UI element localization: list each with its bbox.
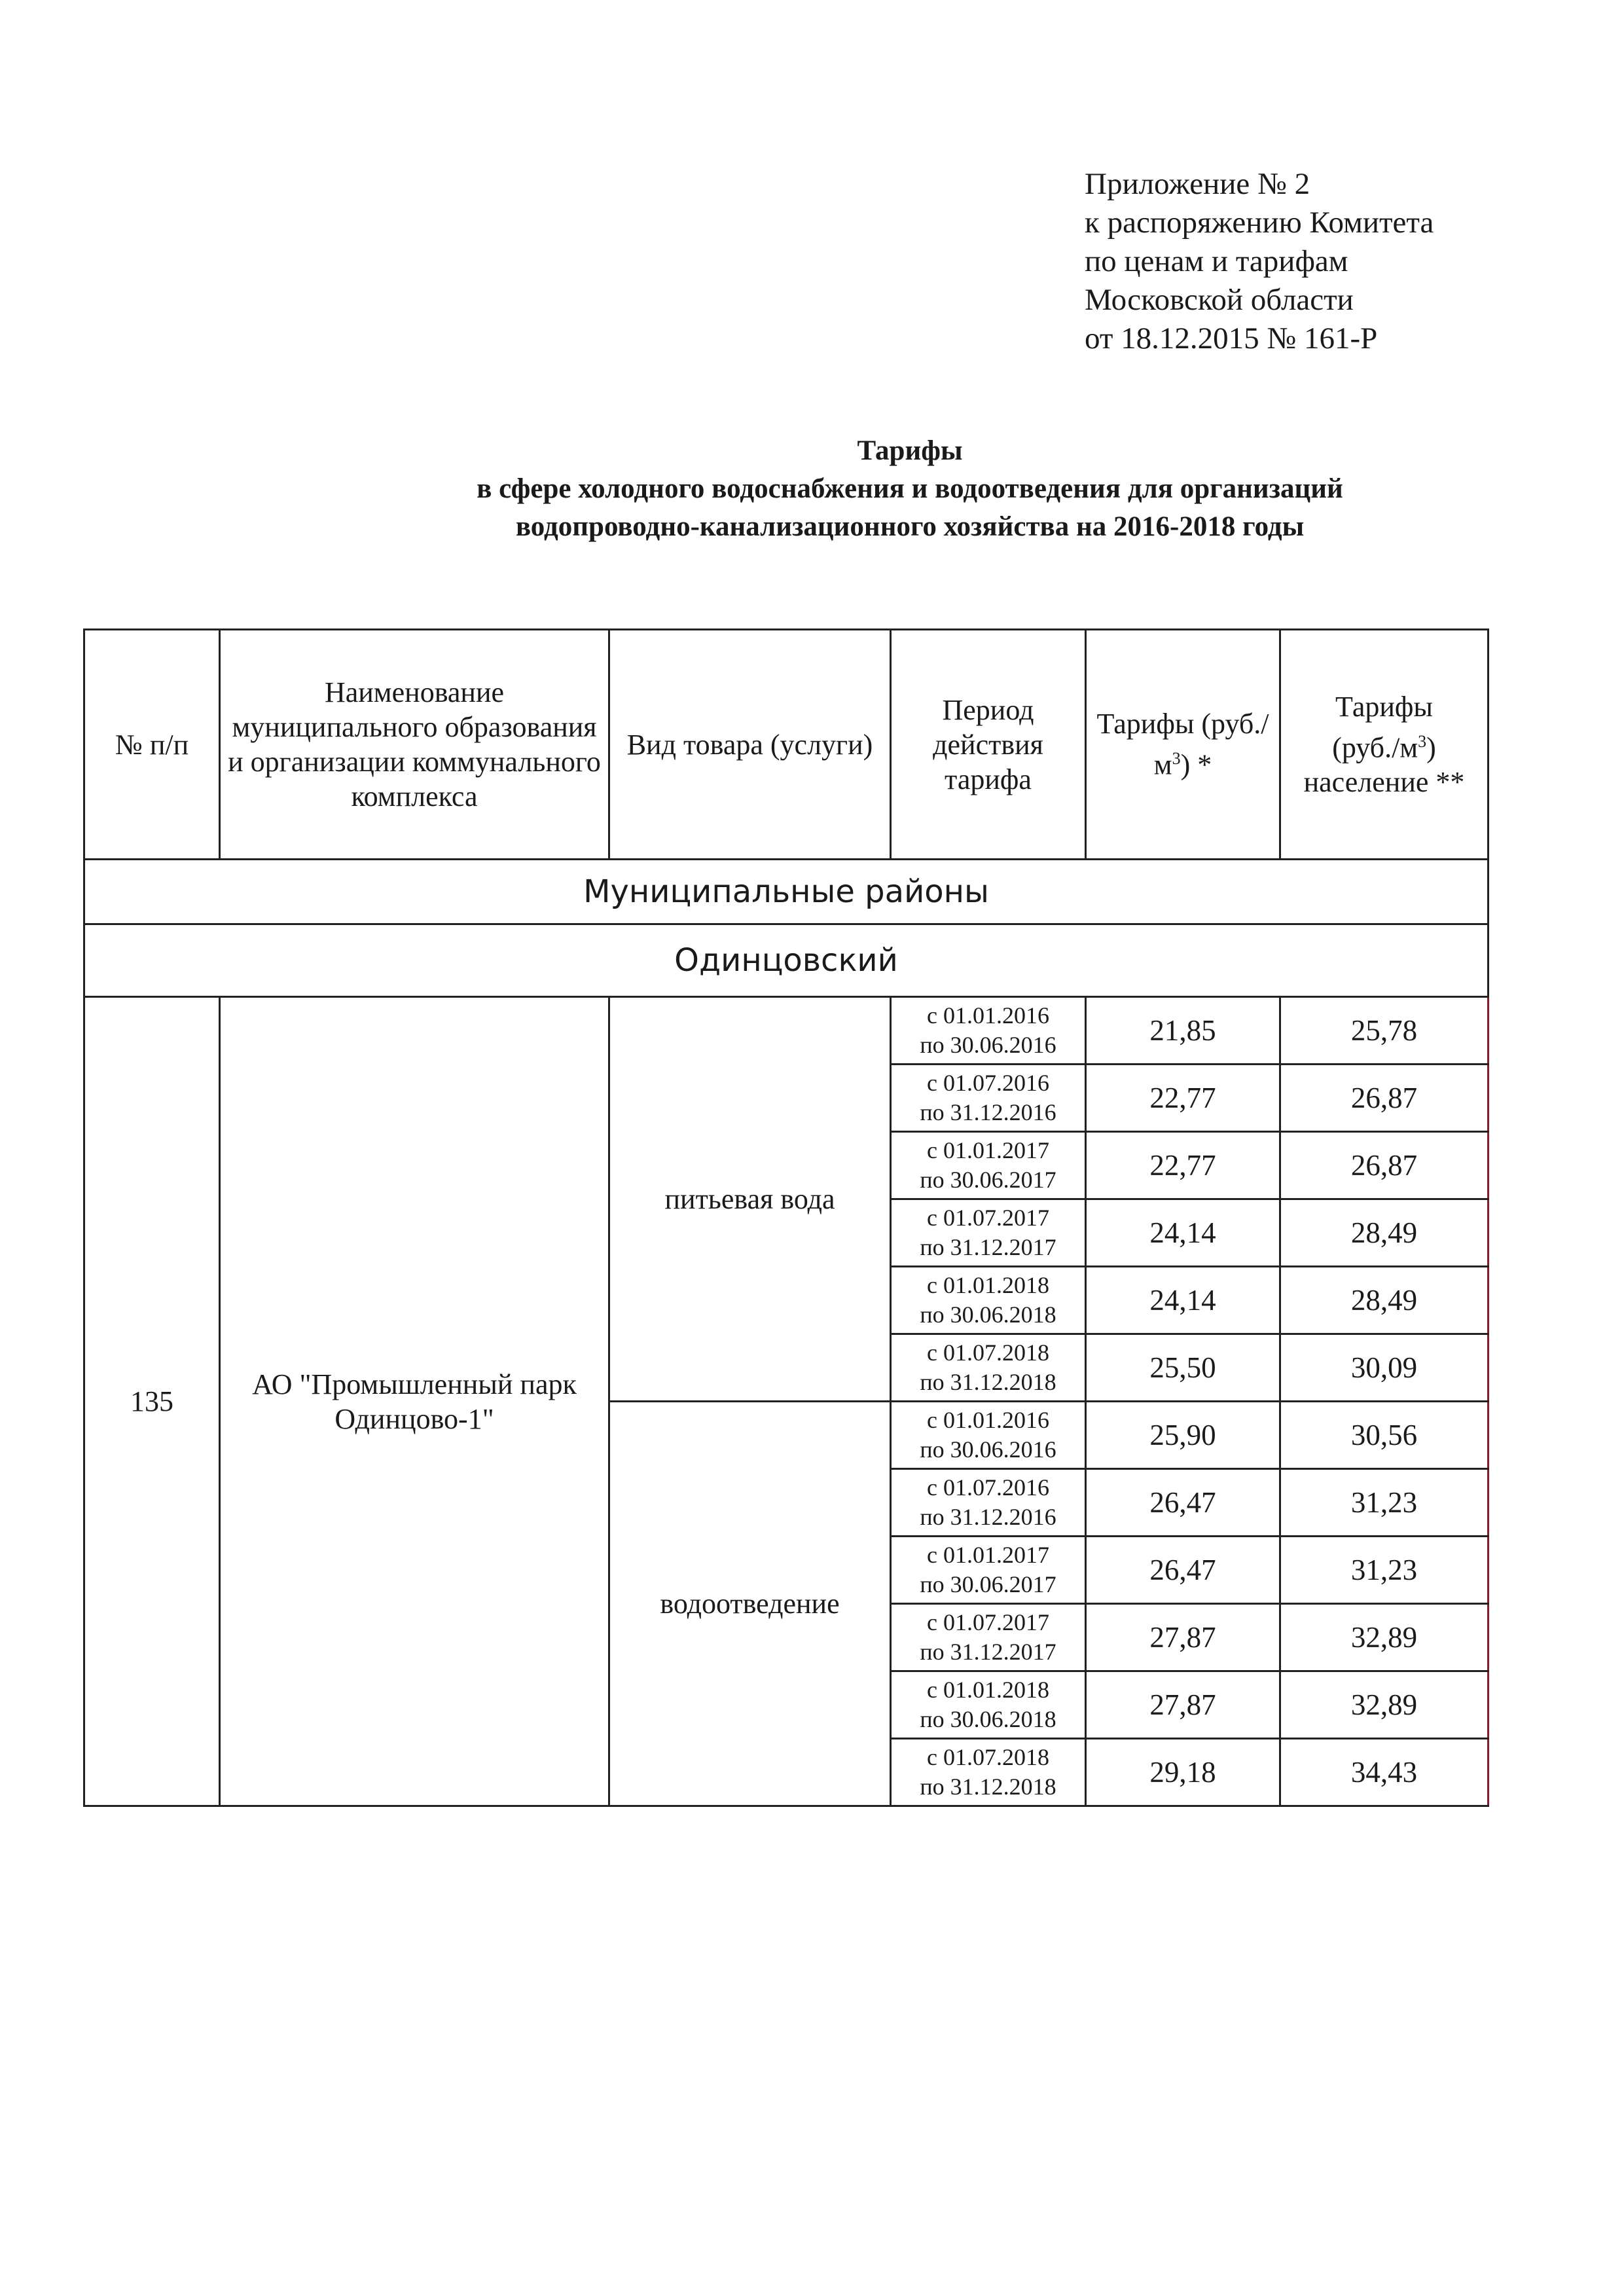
period-from: с 01.07.2017	[927, 1205, 1049, 1231]
header-row	[84, 630, 1489, 860]
population-tariff-value: 34,43	[1280, 1739, 1489, 1806]
tariff-value: 26,47	[1086, 1469, 1280, 1537]
period-to: по 31.12.2017	[920, 1639, 1056, 1665]
period-to: по 30.06.2016	[920, 1436, 1056, 1463]
header-tariff-tail: ) *	[1180, 748, 1212, 781]
period-cell	[891, 1334, 1086, 1402]
tariff-value: 27,87	[1086, 1604, 1280, 1671]
tariff-value: 22,77	[1086, 1065, 1280, 1132]
period-from: с 01.07.2018	[927, 1339, 1049, 1366]
table-row	[84, 997, 1489, 1065]
header-period: Период действия тарифа	[891, 630, 1086, 860]
appendix-block	[1085, 165, 1434, 358]
tariff-value: 24,14	[1086, 1199, 1280, 1267]
header-pop-close: )	[1426, 731, 1436, 764]
appendix-line: по ценам и тарифам	[1085, 244, 1348, 278]
title-line: в сфере холодного водоснабжения и водоотведения для организаций	[477, 473, 1343, 504]
period-to: по 30.06.2018	[920, 1706, 1056, 1732]
tariff-value: 21,85	[1086, 997, 1280, 1065]
header-pop-sup: 3	[1418, 731, 1427, 751]
organization-name: АО "Промышленный парк Одинцово-1"	[220, 997, 609, 1806]
tariff-value: 22,77	[1086, 1132, 1280, 1199]
population-tariff-value: 28,49	[1280, 1267, 1489, 1334]
period-from: с 01.01.2018	[927, 1272, 1049, 1298]
period-cell	[891, 1604, 1086, 1671]
appendix-line: Московской области	[1085, 283, 1354, 317]
entry-number: 135	[84, 997, 220, 1806]
period-to: по 30.06.2017	[920, 1167, 1056, 1193]
period-to: по 30.06.2017	[920, 1571, 1056, 1597]
period-to: по 31.12.2016	[920, 1099, 1056, 1125]
service-name: водоотведение	[609, 1402, 891, 1806]
tariff-value: 25,90	[1086, 1402, 1280, 1469]
title-line: водопроводно-канализационного хозяйства на 2016-2018 годы	[515, 511, 1305, 542]
tariff-value: 27,87	[1086, 1671, 1280, 1739]
period-from: с 01.07.2016	[927, 1070, 1049, 1096]
period-cell	[891, 1132, 1086, 1199]
population-tariff-value: 32,89	[1280, 1671, 1489, 1739]
period-to: по 30.06.2016	[920, 1032, 1056, 1058]
period-from: с 01.01.2017	[927, 1542, 1049, 1568]
period-cell	[891, 1671, 1086, 1739]
period-to: по 30.06.2018	[920, 1302, 1056, 1328]
period-cell	[891, 1537, 1086, 1604]
population-tariff-value: 31,23	[1280, 1469, 1489, 1537]
period-cell	[891, 1065, 1086, 1132]
section-label: Муниципальные районы	[84, 860, 1489, 924]
period-from: с 01.07.2016	[927, 1474, 1049, 1501]
period-from: с 01.01.2018	[927, 1677, 1049, 1703]
tariffs-table	[83, 628, 1489, 1807]
tariff-value: 24,14	[1086, 1267, 1280, 1334]
period-cell	[891, 1402, 1086, 1469]
period-cell	[891, 1199, 1086, 1267]
appendix-line: от 18.12.2015 № 161-Р	[1085, 321, 1378, 355]
header-tariff-population	[1280, 630, 1489, 860]
subsection-label: Одинцовский	[84, 924, 1489, 997]
period-from: с 01.01.2017	[927, 1137, 1049, 1163]
header-tariff-text: Тарифы (руб./м	[1096, 708, 1269, 781]
header-num: № п/п	[84, 630, 220, 860]
section-row	[84, 860, 1489, 924]
period-from: с 01.07.2018	[927, 1744, 1049, 1770]
subsection-row	[84, 924, 1489, 997]
header-org: Наименование муниципального образования и организации коммунального комплекса	[220, 630, 609, 860]
period-from: с 01.01.2016	[927, 1407, 1049, 1433]
population-tariff-value: 30,09	[1280, 1334, 1489, 1402]
population-tariff-value: 31,23	[1280, 1537, 1489, 1604]
header-tariff	[1086, 630, 1280, 860]
period-to: по 31.12.2018	[920, 1369, 1056, 1395]
header-pop-unit: (руб./м	[1332, 731, 1418, 764]
header-service: Вид товара (услуги)	[609, 630, 891, 860]
period-cell	[891, 1469, 1086, 1537]
service-name: питьевая вода	[609, 997, 891, 1402]
appendix-line: Приложение № 2	[1085, 167, 1310, 201]
tariff-value: 29,18	[1086, 1739, 1280, 1806]
period-cell	[891, 1739, 1086, 1806]
tariff-value: 26,47	[1086, 1537, 1280, 1604]
period-to: по 31.12.2017	[920, 1234, 1056, 1260]
tariff-value: 25,50	[1086, 1334, 1280, 1402]
population-tariff-value: 32,89	[1280, 1604, 1489, 1671]
document-title	[340, 432, 1479, 546]
title-line: Тарифы	[857, 435, 963, 466]
population-tariff-value: 25,78	[1280, 997, 1489, 1065]
period-from: с 01.07.2017	[927, 1609, 1049, 1635]
header-pop-label: население **	[1303, 766, 1465, 799]
population-tariff-value: 26,87	[1280, 1065, 1489, 1132]
period-from: с 01.01.2016	[927, 1002, 1049, 1029]
population-tariff-value: 28,49	[1280, 1199, 1489, 1267]
period-cell	[891, 1267, 1086, 1334]
header-pop-text: Тарифы	[1335, 690, 1433, 723]
period-to: по 31.12.2016	[920, 1504, 1056, 1530]
population-tariff-value: 26,87	[1280, 1132, 1489, 1199]
period-to: по 31.12.2018	[920, 1774, 1056, 1800]
appendix-line: к распоряжению Комитета	[1085, 206, 1434, 240]
period-cell	[891, 997, 1086, 1065]
population-tariff-value: 30,56	[1280, 1402, 1489, 1469]
header-tariff-sup: 3	[1172, 749, 1181, 769]
